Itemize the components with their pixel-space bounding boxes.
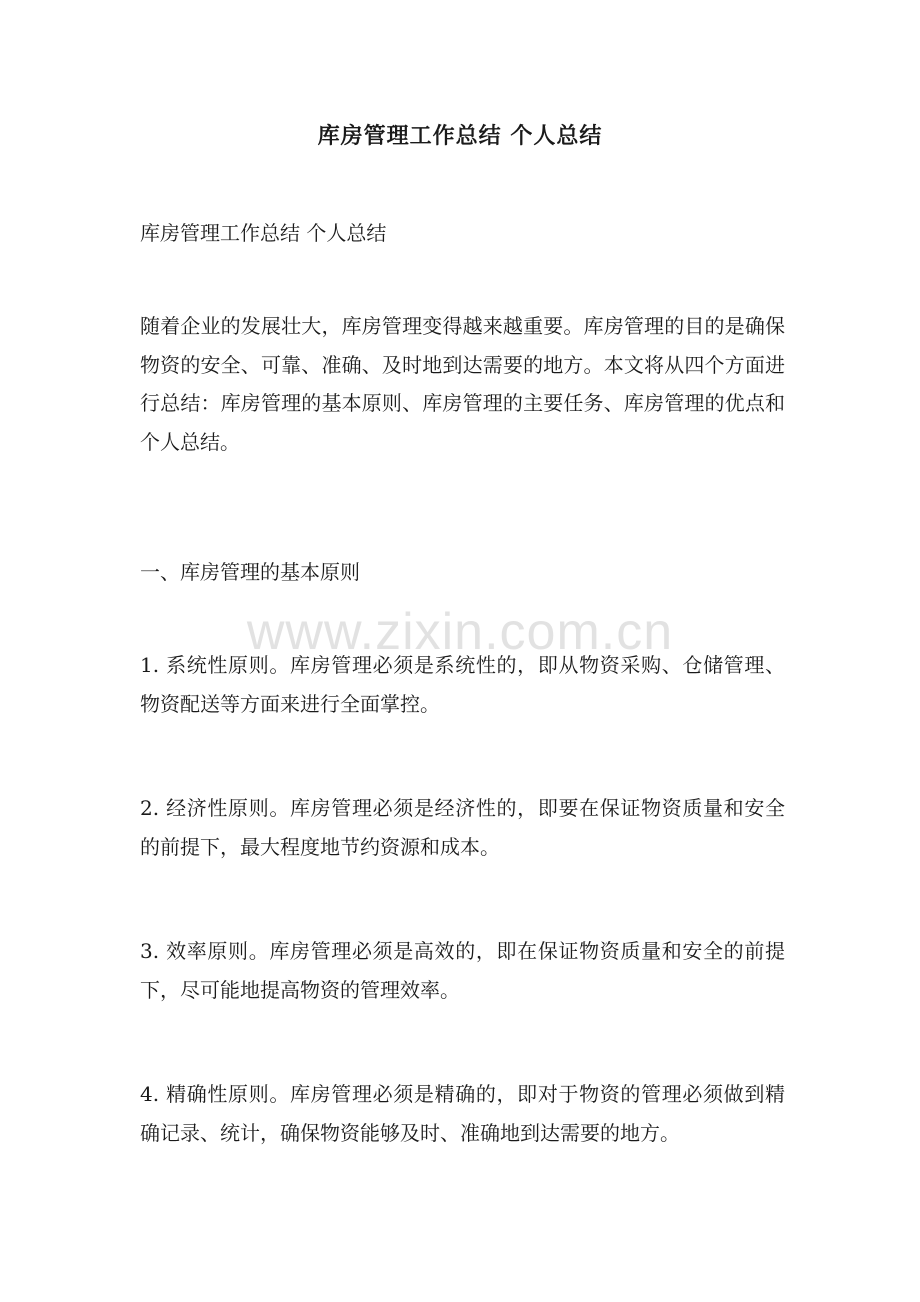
principle-item-2: 2. 经济性原则。库房管理必须是经济性的，即要在保证物资质量和安全的前提下，最大程度地节约资源和成本。 bbox=[140, 796, 785, 859]
section-heading: 一、库房管理的基本原则 bbox=[140, 560, 360, 584]
watermark: www.zixin.com.cn bbox=[246, 603, 674, 661]
principle-item-4: 4. 精确性原则。库房管理必须是精确的，即对于物资的管理必须做到精确记录、统计，确保物资能够及时、准确地到达需要的地方。 bbox=[140, 1082, 785, 1145]
document-subtitle: 库房管理工作总结 个人总结 bbox=[140, 221, 387, 245]
principle-item-3: 3. 效率原则。库房管理必须是高效的，即在保证物资质量和安全的前提下，尽可能地提高物资的管理效率。 bbox=[140, 939, 785, 1002]
principle-item-1: 1. 系统性原则。库房管理必须是系统性的，即从物资采购、仓储管理、物资配送等方面来进行全面掌控。 bbox=[140, 653, 785, 716]
intro-paragraph: 随着企业的发展壮大，库房管理变得越来越重要。库房管理的目的是确保物资的安全、可靠、准确、及时地到达需要的地方。本文将从四个方面进行总结：库房管理的基本原则、库房管理的主要任务、库房管理的优点和个人总结。 bbox=[140, 314, 785, 454]
document-title: 库房管理工作总结 个人总结 bbox=[317, 123, 603, 149]
